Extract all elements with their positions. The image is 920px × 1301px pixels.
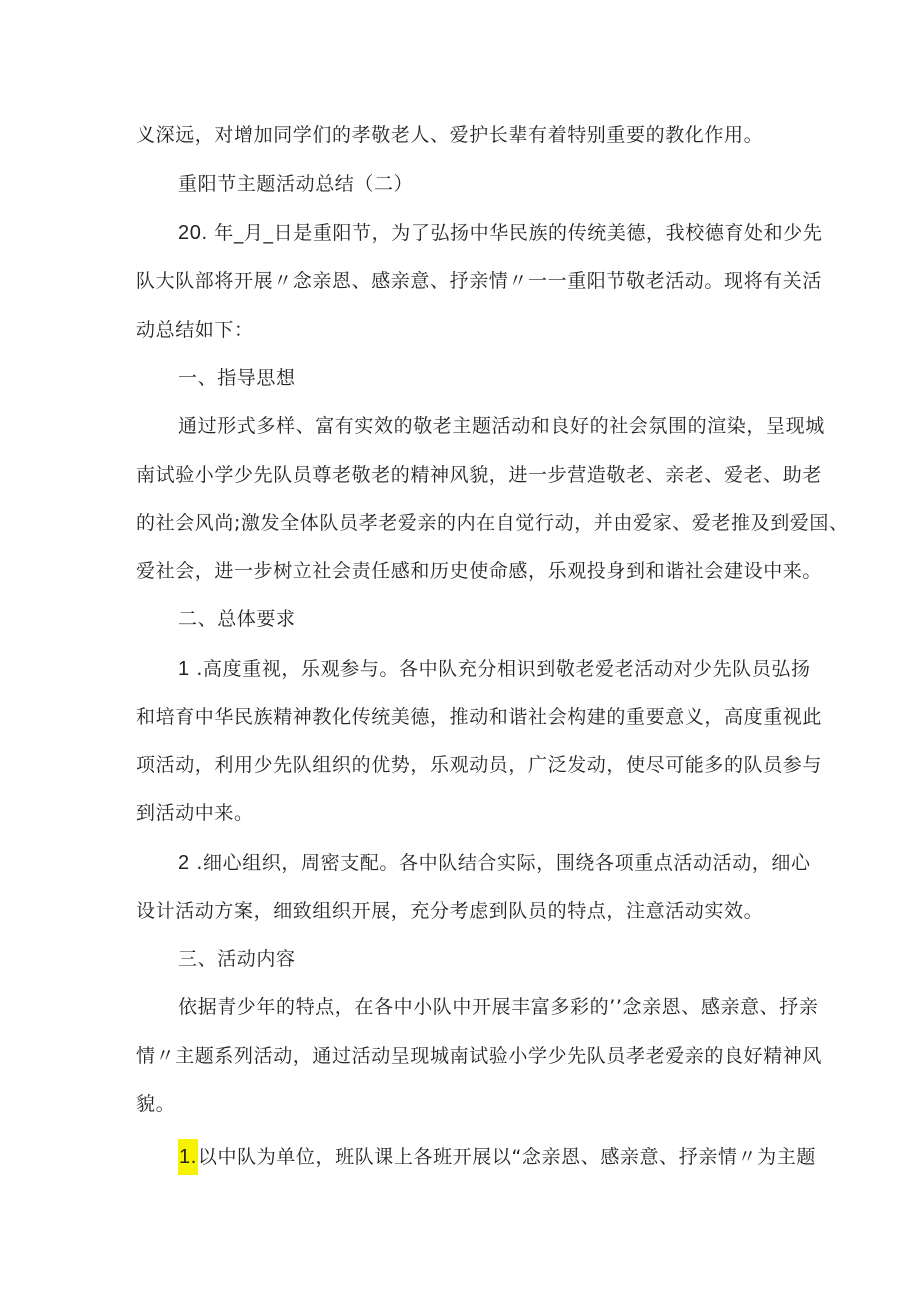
paragraph-line: 爱社会，进一步树立社会责任感和历史使命感，乐观投身到和谐社会建设中来。: [136, 560, 823, 582]
paragraph-text: 以中队为单位，班队课上各班开展以“念亲恩、感亲意、抒亲情〃为主题: [197, 1146, 816, 1168]
list-number: 2: [178, 852, 190, 874]
heading-guiding-ideology: 一、指导思想: [178, 367, 296, 389]
paragraph-line: 的社会风尚;激发全体队员孝老爱亲的内在自觉行动，并由爱家、爱老推及到爱国、: [136, 512, 849, 534]
section-title: 重阳节主题活动总结（二）: [178, 173, 414, 195]
paragraph-line: [178, 655, 811, 683]
paragraph-line: 通过形式多样、富有实效的敬老主题活动和良好的社会氛围的渲染，呈现城: [178, 415, 825, 437]
paragraph-line: 到活动中来。: [136, 802, 254, 824]
paragraph-line: 情〃主题系列活动，通过活动呈现城南试验小学少先队员孝老爱亲的良好精神风: [136, 1045, 823, 1067]
paragraph-line: 貌。: [136, 1093, 176, 1115]
paragraph-line: 队大队部将开展〃念亲恩、感亲意、抒亲情〃一一重阳节敬老活动。现将有关活: [136, 270, 823, 292]
paragraph-line: 南试验小学少先队员尊老敬老的精神风貌，进一步营造敬老、亲老、爱老、助老: [136, 464, 823, 486]
heading-overall-requirements: 二、总体要求: [178, 608, 296, 630]
paragraph-line: [178, 1139, 816, 1175]
paragraph-line: [178, 849, 811, 877]
paragraph-text: 年_月_日是重阳节，为了弘扬中华民族的传统美德，我校德育处和少先: [214, 222, 823, 244]
paragraph-line: 依据青少年的特点，在各中小队中开展丰富多彩的’’念亲恩、感亲意、抒亲: [178, 996, 819, 1018]
paragraph-line: 项活动，利用少先队组织的优势，乐观动员，广泛发动，使尽可能多的队员参与: [136, 754, 823, 776]
heading-activity-content: 三、活动内容: [178, 948, 296, 970]
year-prefix: 20.: [178, 222, 208, 244]
list-number: 1: [178, 658, 190, 680]
paragraph-line: 和培育中华民族精神教化传统美德，推动和谐社会构建的重要意义，高度重视此: [136, 706, 823, 728]
paragraph-text: .高度重视，乐观参与。各中队充分相识到敬老爱老活动对少先队员弘扬: [196, 658, 811, 680]
paragraph-line: [178, 219, 822, 247]
paragraph-line: 动总结如下：: [136, 319, 254, 341]
paragraph-line: 设计活动方案，细致组织开展，充分考虑到队员的特点，注意活动实效。: [136, 900, 764, 922]
paragraph-text: .细心组织，周密支配。各中队结合实际，围绕各项重点活动活动，细心: [196, 852, 811, 874]
paragraph-line: 义深远，对增加同学们的孝敬老人、爱护长辈有着特别重要的教化作用。: [136, 124, 764, 146]
highlighted-list-number: 1.: [178, 1139, 198, 1175]
